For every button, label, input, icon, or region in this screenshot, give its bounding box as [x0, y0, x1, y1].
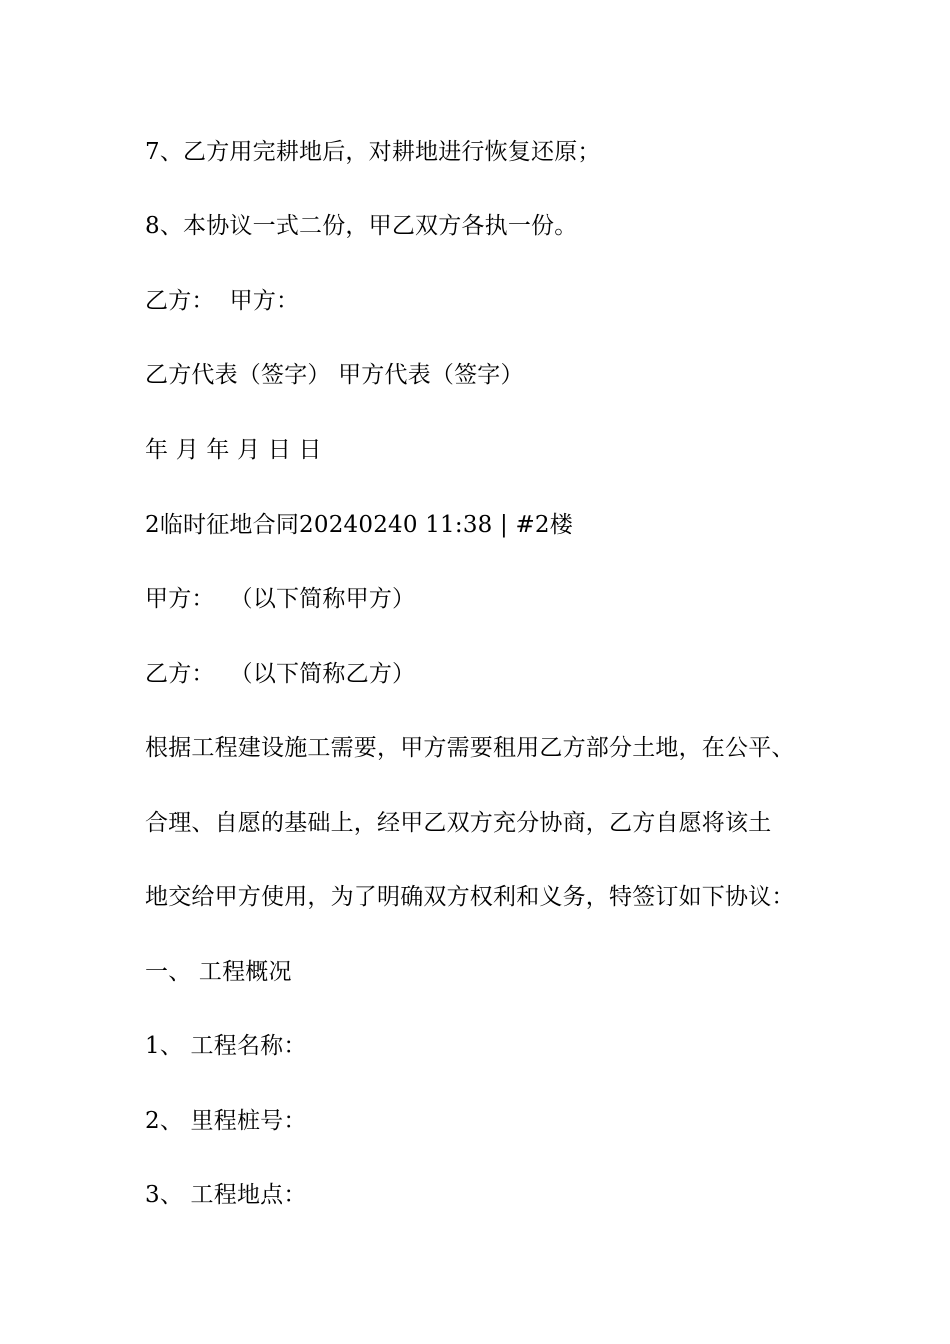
clause-7: 7、乙方用完耕地后，对耕地进行恢复还原；	[145, 139, 601, 165]
post-header: 2临时征地合同20240240 11:38 | #2楼	[145, 512, 573, 538]
party-signature-labels: 乙方： 甲方：	[145, 288, 300, 314]
representative-signature-labels: 乙方代表（签字） 甲方代表（签字）	[145, 362, 524, 388]
section-heading-project-overview: 一、 工程概况	[145, 959, 292, 985]
party-a-line: 甲方： （以下简称甲方）	[145, 586, 416, 612]
party-b-line: 乙方： （以下简称乙方）	[145, 661, 416, 687]
item-project-location: 3、 工程地点：	[145, 1182, 307, 1208]
clause-8: 8、本协议一式二份，甲乙双方各执一份。	[145, 213, 578, 239]
preamble-line-3: 地交给甲方使用，为了明确双方权利和义务，特签订如下协议：	[145, 884, 795, 910]
item-project-name: 1、 工程名称：	[145, 1033, 307, 1059]
date-labels: 年 月 年 月 日 日	[145, 437, 322, 463]
preamble-line-2: 合理、自愿的基础上，经甲乙双方充分协商，乙方自愿将该土	[145, 810, 772, 836]
preamble-line-1: 根据工程建设施工需要，甲方需要租用乙方部分土地，在公平、	[145, 735, 795, 761]
item-mileage-stake: 2、 里程桩号：	[145, 1108, 307, 1134]
